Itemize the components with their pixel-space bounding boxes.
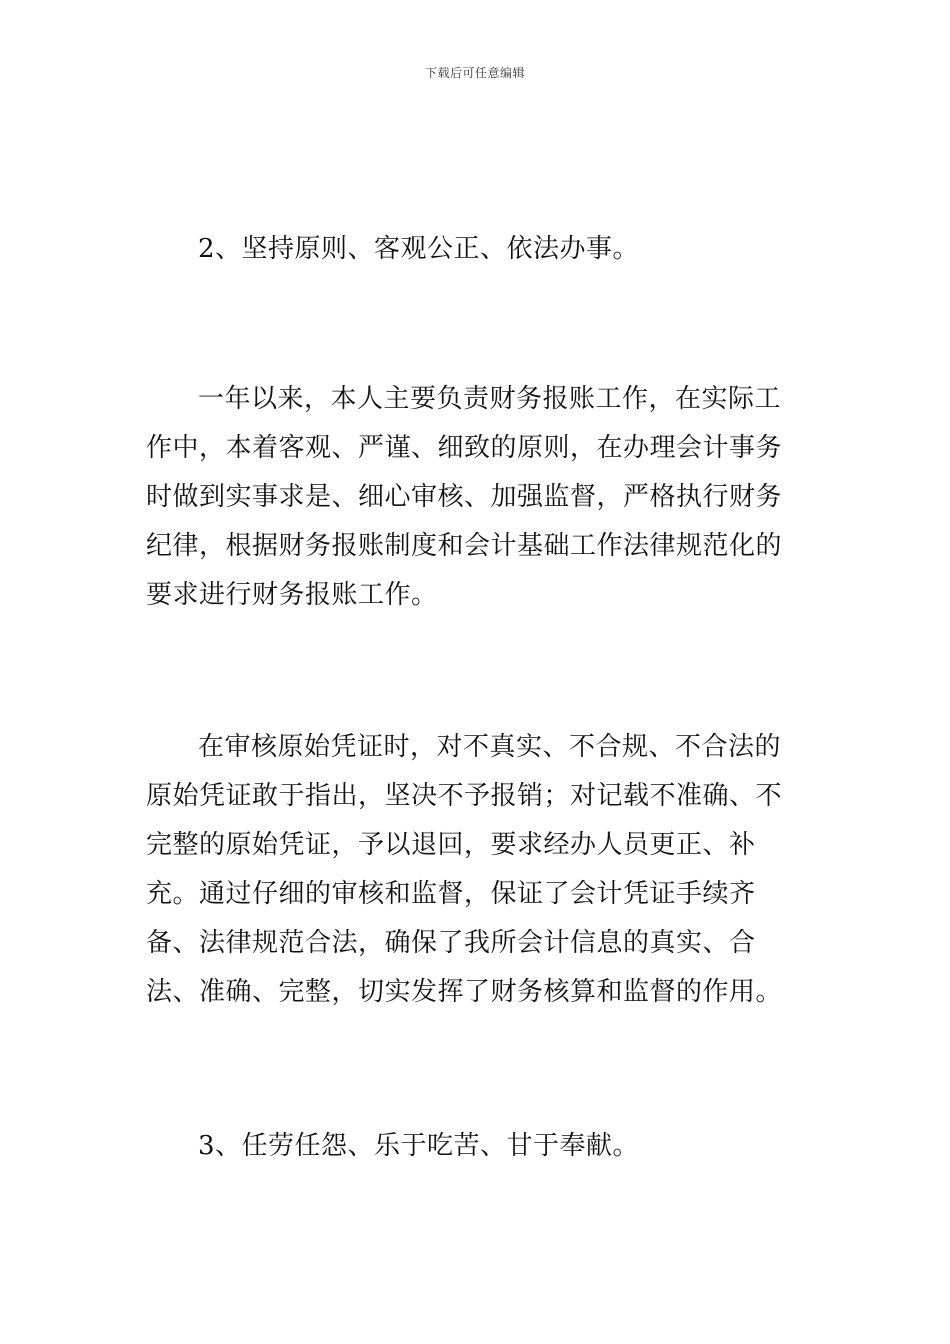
page-header-note: 下载后可任意编辑 — [424, 66, 525, 80]
paragraph-heading-2: 2、坚持原则、客观公正、依法办事。 — [198, 234, 640, 264]
paragraph-heading-3: 3、任劳任怨、乐于吃苦、甘于奉献。 — [198, 1131, 640, 1161]
paragraph-body-1: 一年以来，本人主要负责财务报账工作，在实际工作中，本着客观、严谨、细致的原则，在办理会计事务时做到实事求是、细心审核、加强监督，严格执行财务纪律，根据财务报账制度和会计基础工作法律规范化的要求进行财务报账工作。 — [146, 384, 783, 610]
paragraph-body-2: 在审核原始凭证时，对不真实、不合规、不合法的原始凭证敢于指出，坚决不予报销；对记载不准确、不完整的原始凭证，予以退回，要求经办人员更正、补充。通过仔细的审核和监督，保证了会计凭证手续齐备、法律规范合法，确保了我所会计信息的真实、合法、准确、完整，切实发挥了财务核算和监督的作用。 — [146, 732, 783, 1007]
